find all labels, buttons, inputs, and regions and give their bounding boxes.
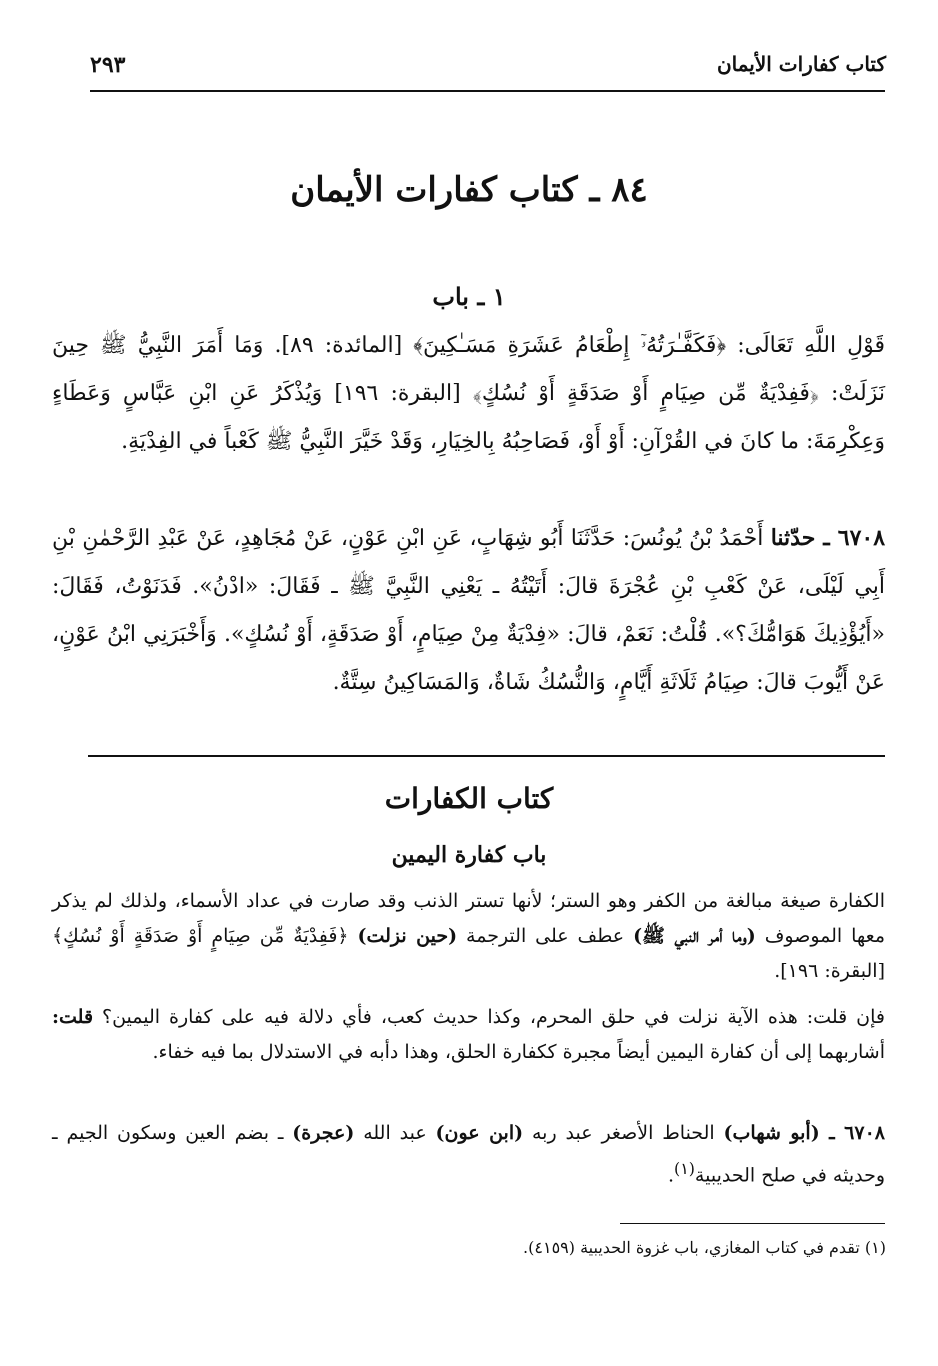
hadith-text: أَحْمَدُ بْنُ يُونُسَ: حَدَّثَنَا أَبُو شِهَابٍ، عَنِ ابْنِ عَوْنٍ، عَنْ مُجَاهِدٍ، عَنْ عَبْدِ الرَّحْمٰنِ بْنِ أَبِي لَيْلَى، عَنْ كَعْبِ بْنِ عُجْرَةَ قالَ: أَتَيْتُهُ ـ يَعْنِي النَّبِيَّ ﷺ ـ فَقَالَ: «ادْنُ». فَدَنَوْتُ، فَقَالَ: «أَيُؤْذِيكَ هَوَامُّكَ؟». قُلْتُ: نَعَمْ، قالَ: «فِدْيَةٌ مِنْ صِيَامٍ، أَوْ صَدَقَةٍ، أَوْ نُسُكٍ». وَأَخْبَرَنِي ابْنُ عَوْنٍ، عَنْ أَيُّوبَ قالَ: صِيَامُ ثَلَاثَةِ أَيَّامٍ، وَالنُّسُكُ شَاةٌ، وَالمَسَاكِينُ سِتَّةٌ. — [52, 526, 885, 695]
footnote-rule — [620, 1223, 885, 1224]
footnote: (١) تقدم في كتاب المغازي، باب غزوة الحديبية (٤١٥٩). — [523, 1238, 886, 1257]
book-title: ٨٤ ـ كتاب كفارات الأيمان — [290, 170, 648, 210]
commentary-title: كتاب الكفارات — [384, 782, 554, 815]
commentary-paragraph-2 — [52, 1000, 885, 1070]
hadith-paragraph — [52, 514, 885, 707]
commentary-paragraph-1 — [52, 884, 885, 989]
commentary-bold: قلت: — [52, 1006, 94, 1028]
commentary-text: ﴿فَفِدْيَةٌ مِّن صِيَامٍ أَوْ صَدَقَةٍ أَوْ نُسُكٍ﴾ [البقرة: ١٩٦]. — [52, 925, 885, 982]
running-title: كتاب كفارات الأيمان — [716, 52, 886, 76]
commentary-subtitle: باب كفارة اليمين — [391, 842, 547, 868]
commentary-bold: (ابن عون) — [435, 1122, 524, 1144]
commentary-bold: (حين نزلت) — [357, 925, 458, 947]
commentary-text: . — [667, 1164, 675, 1187]
commentary-text: الحناط الأصغر عبد ربه — [523, 1122, 724, 1144]
commentary-bold: ٦٧٠٨ ـ — [819, 1122, 885, 1144]
commentary-bold: (عجرة) — [292, 1122, 355, 1144]
section-divider — [88, 755, 885, 757]
page-number: ٢٩٣ — [90, 52, 126, 78]
commentary-bold: (وما أمر النبي ﷺ) — [633, 925, 756, 947]
intro-paragraph: قَوْلِ اللَّهِ تَعَالَى: ﴿فَكَفَّـٰرَتُهُۥٓ إِطْعَامُ عَشَرَةِ مَسَـٰكِينَ﴾ [المائدة: ٨٩]. وَمَا أَمَرَ النَّبِيُّ ﷺ حِينَ نَزَلَتْ: ﴿فَفِدْيَةٌ مِّن صِيَامٍ أَوْ صَدَقَةٍ أَوْ نُسُكٍ﴾ [البقرة: ١٩٦] وَيُذْكَرُ عَنِ ابْنِ عَبَّاسٍ وَعَطَاءٍ وَعِكْرِمَةَ: ما كانَ في القُرْآنِ: أَوْ أَوْ، فَصَاحِبُهُ بِالخِيَارِ، وَقَدْ خَيَّرَ النَّبِيُّ ﷺ كَعْباً في الفِدْيَةِ. — [52, 333, 885, 454]
chapter-title: ١ ـ باب — [432, 282, 506, 311]
commentary-text: عطف على الترجمة — [457, 925, 634, 947]
commentary-text: أشاربهما إلى أن كفارة اليمين أيضاً مجبرة ككفارة الحلق، وهذا دأبه في الاستدلال بما فيه خفاء. — [152, 1041, 885, 1063]
commentary-text: عبد الله — [354, 1122, 436, 1144]
commentary-bold: (أبو شهاب) — [723, 1122, 820, 1144]
header-rule — [90, 90, 885, 92]
commentary-text: الكفارة صيغة مبالغة من الكفر وهو الستر؛ لأنها تستر الذنب وقد صارت في عداد الأسماء، ولذلك لم يذكر معها الموصوف — [52, 890, 886, 947]
commentary-text: فإن قلت: هذه الآية نزلت في حلق المحرم، وكذا حديث كعب، فأي دلالة فيه على كفارة اليمين؟ — [93, 1006, 885, 1028]
footnote-marker: (١) — [674, 1159, 695, 1178]
hadith-number: ٦٧٠٨ ـ حدّثنا — [770, 525, 886, 551]
commentary-text: ـ بضم العين وسكون الجيم ـ وحديثه في صلح الحديبية — [52, 1122, 885, 1187]
commentary-paragraph-3 — [52, 1116, 885, 1193]
